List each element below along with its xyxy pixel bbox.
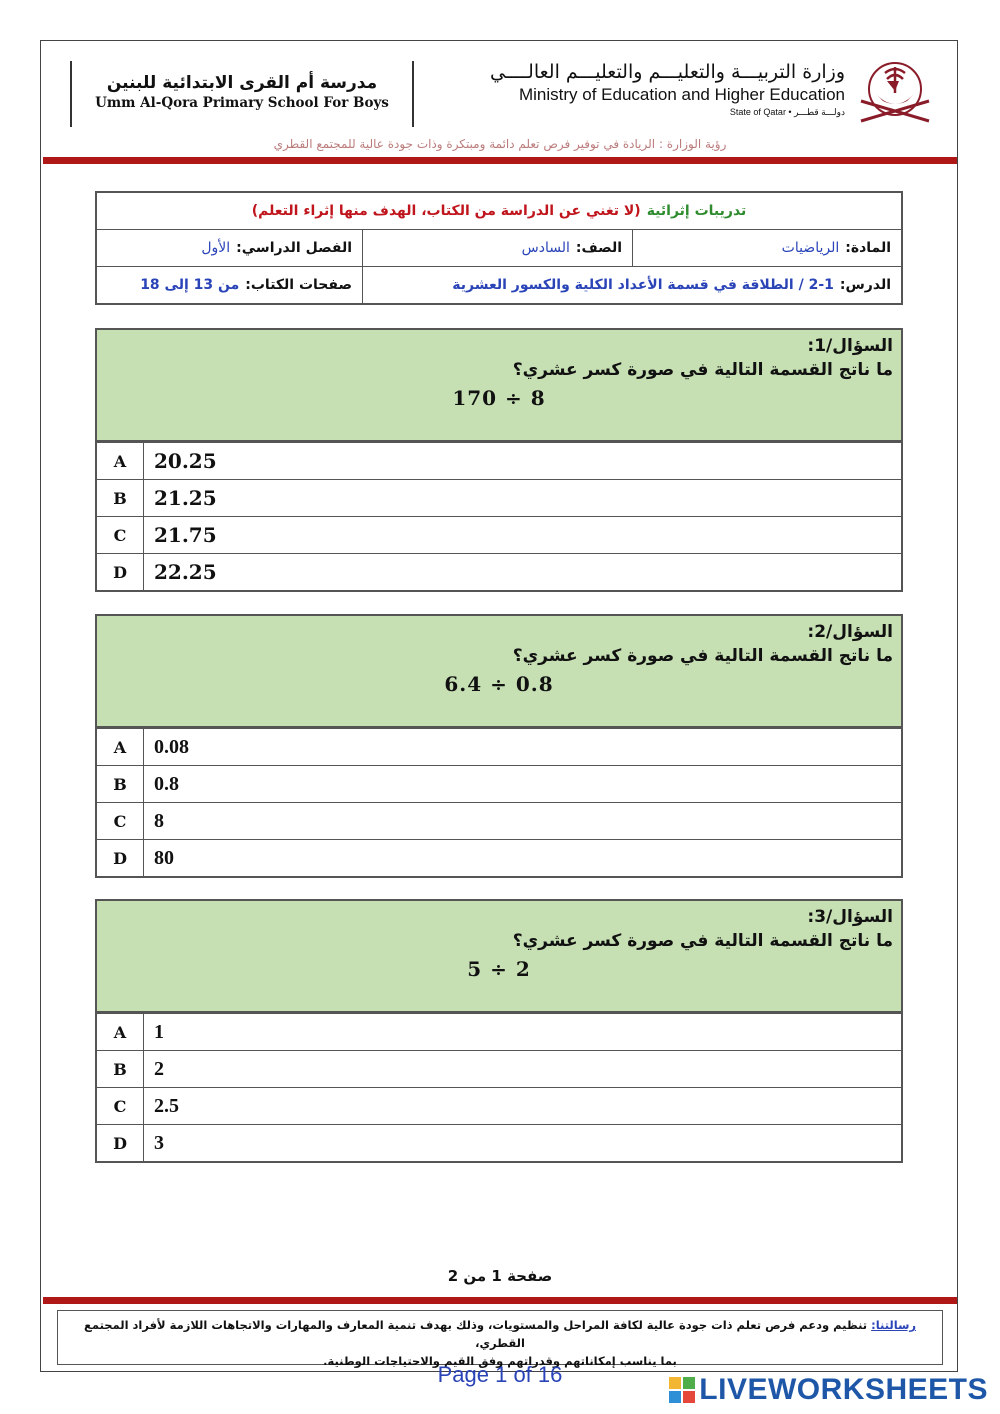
question-expression: 170 ÷ 8 — [452, 386, 546, 410]
question-text: ما ناتج القسمة التالية في صورة كسر عشري؟ — [512, 646, 893, 666]
mission-line-1: تنظيم ودعم فرص تعلم ذات جودة عالية لكافة المراحل والمستويات، وذلك بهدف تنمية المعارف والمهارات والاتجاهات اللازمة لأفراد المجتمع القطري، — [84, 1318, 868, 1350]
option-value: 2.5 — [154, 1094, 179, 1117]
page-indicator[interactable]: Page 1 of 16 — [437, 1362, 563, 1387]
question-text: ما ناتج القسمة التالية في صورة كسر عشري؟ — [512, 931, 893, 951]
option-value: 21.75 — [154, 523, 217, 547]
option-label: B — [97, 1051, 144, 1087]
footer-divider — [43, 1297, 957, 1304]
option-d[interactable] — [97, 1124, 901, 1161]
option-label: C — [97, 517, 144, 553]
grade-cell — [363, 230, 633, 266]
option-b[interactable] — [97, 1050, 901, 1087]
option-label: D — [97, 840, 144, 876]
mission-line-2: بما يناسب إمكاناتهم وقدراتهم وفق القيم والاحتياجات الوطنية. — [323, 1353, 677, 1368]
option-value: 2 — [154, 1057, 164, 1080]
pages-label: صفحات الكتاب: — [245, 277, 352, 293]
option-label: B — [97, 766, 144, 802]
lesson-value: 2-1 / الطلاقة في قسمة الأعداد الكلية والكسور العشرية — [452, 277, 834, 293]
option-value: 0.8 — [154, 772, 179, 795]
option-value: 21.25 — [154, 486, 217, 510]
question-expression: 6.4 ÷ 0.8 — [444, 672, 554, 696]
option-label: D — [97, 554, 144, 590]
liveworksheets-brand: LIVEWORKSHEETS — [699, 1373, 988, 1406]
term-cell — [97, 230, 363, 266]
question-number: السؤال/2: — [807, 622, 893, 642]
title-note: (لا تغني عن الدراسة من الكتاب، الهدف منها إثراء التعلم) — [251, 203, 641, 219]
question-3 — [95, 899, 903, 1163]
option-value: 20.25 — [154, 449, 217, 473]
question-expression: 5 ÷ 2 — [467, 957, 531, 981]
subject-cell — [633, 230, 901, 266]
school-name-arabic: مدرسة أم القرى الابتدائية للبنين — [106, 73, 378, 93]
ministry-name-english: Ministry of Education and Higher Education — [518, 85, 845, 104]
worksheet-title — [242, 203, 757, 219]
question-stem — [97, 901, 901, 1012]
header — [55, 55, 945, 150]
option-b[interactable] — [97, 479, 901, 516]
lesson-label: الدرس: — [839, 277, 891, 293]
option-c[interactable] — [97, 516, 901, 553]
option-c[interactable] — [97, 802, 901, 839]
mission-statement — [57, 1310, 943, 1368]
option-label: B — [97, 480, 144, 516]
question-number: السؤال/1: — [807, 336, 893, 356]
question-number: السؤال/3: — [807, 907, 893, 927]
option-value: 3 — [154, 1131, 164, 1154]
question-1 — [95, 328, 903, 592]
state-label: State of Qatar • دولـــة قطـــر — [729, 107, 845, 117]
lesson-row — [97, 267, 901, 303]
option-b[interactable] — [97, 765, 901, 802]
option-a[interactable] — [97, 1012, 901, 1050]
lesson-cell — [363, 267, 901, 303]
option-c[interactable] — [97, 1087, 901, 1124]
option-value: 1 — [154, 1020, 164, 1043]
subject-row — [97, 230, 901, 267]
worksheet-title-row — [97, 193, 901, 230]
question-text: ما ناتج القسمة التالية في صورة كسر عشري؟ — [512, 360, 893, 380]
liveworksheets-logo[interactable] — [669, 1373, 988, 1407]
pages-cell — [97, 267, 363, 303]
question-stem — [97, 616, 901, 727]
lesson-info-table — [95, 191, 903, 305]
option-label: A — [97, 729, 144, 765]
term-value: الأول — [201, 240, 231, 256]
option-value: 0.08 — [154, 735, 189, 758]
subject-value: الرياضيات — [781, 240, 840, 256]
option-label: A — [97, 1014, 144, 1050]
option-a[interactable] — [97, 441, 901, 479]
header-divider — [43, 157, 957, 164]
option-d[interactable] — [97, 553, 901, 590]
question-2 — [95, 614, 903, 878]
ministry-vision: رؤية الوزارة : الريادة في توفير فرص تعلم دائمة ومبتكرة وذات جودة عالية للمجتمع القطري — [273, 137, 727, 151]
school-name-block — [70, 61, 414, 127]
mission-lead: رسالتنا: — [871, 1318, 916, 1332]
title-enrichment: تدريبات إثرائية — [646, 203, 747, 219]
option-label: D — [97, 1125, 144, 1161]
ministry-name-arabic: وزارة التربيـــة والتعليـــم والتعليـــم العالــــي — [489, 61, 845, 83]
option-value: 80 — [154, 846, 174, 869]
question-stem — [97, 330, 901, 441]
qatar-emblem-icon — [855, 55, 935, 135]
option-label: C — [97, 1088, 144, 1124]
subject-label: المادة: — [845, 240, 891, 256]
option-value: 8 — [154, 809, 164, 832]
option-d[interactable] — [97, 839, 901, 876]
ministry-block — [445, 61, 845, 118]
option-value: 22.25 — [154, 560, 217, 584]
liveworksheets-grid-icon — [669, 1377, 695, 1403]
pages-value: من 13 إلى 18 — [140, 277, 240, 293]
school-name-english: Umm Al-Qora Primary School For Boys — [95, 95, 389, 111]
option-label: C — [97, 803, 144, 839]
grade-label: الصف: — [575, 240, 622, 256]
term-label: الفصل الدراسي: — [236, 240, 352, 256]
option-a[interactable] — [97, 727, 901, 765]
grade-value: السادس — [521, 240, 570, 256]
page-number: صفحة 1 من 2 — [447, 1267, 553, 1285]
option-label: A — [97, 443, 144, 479]
